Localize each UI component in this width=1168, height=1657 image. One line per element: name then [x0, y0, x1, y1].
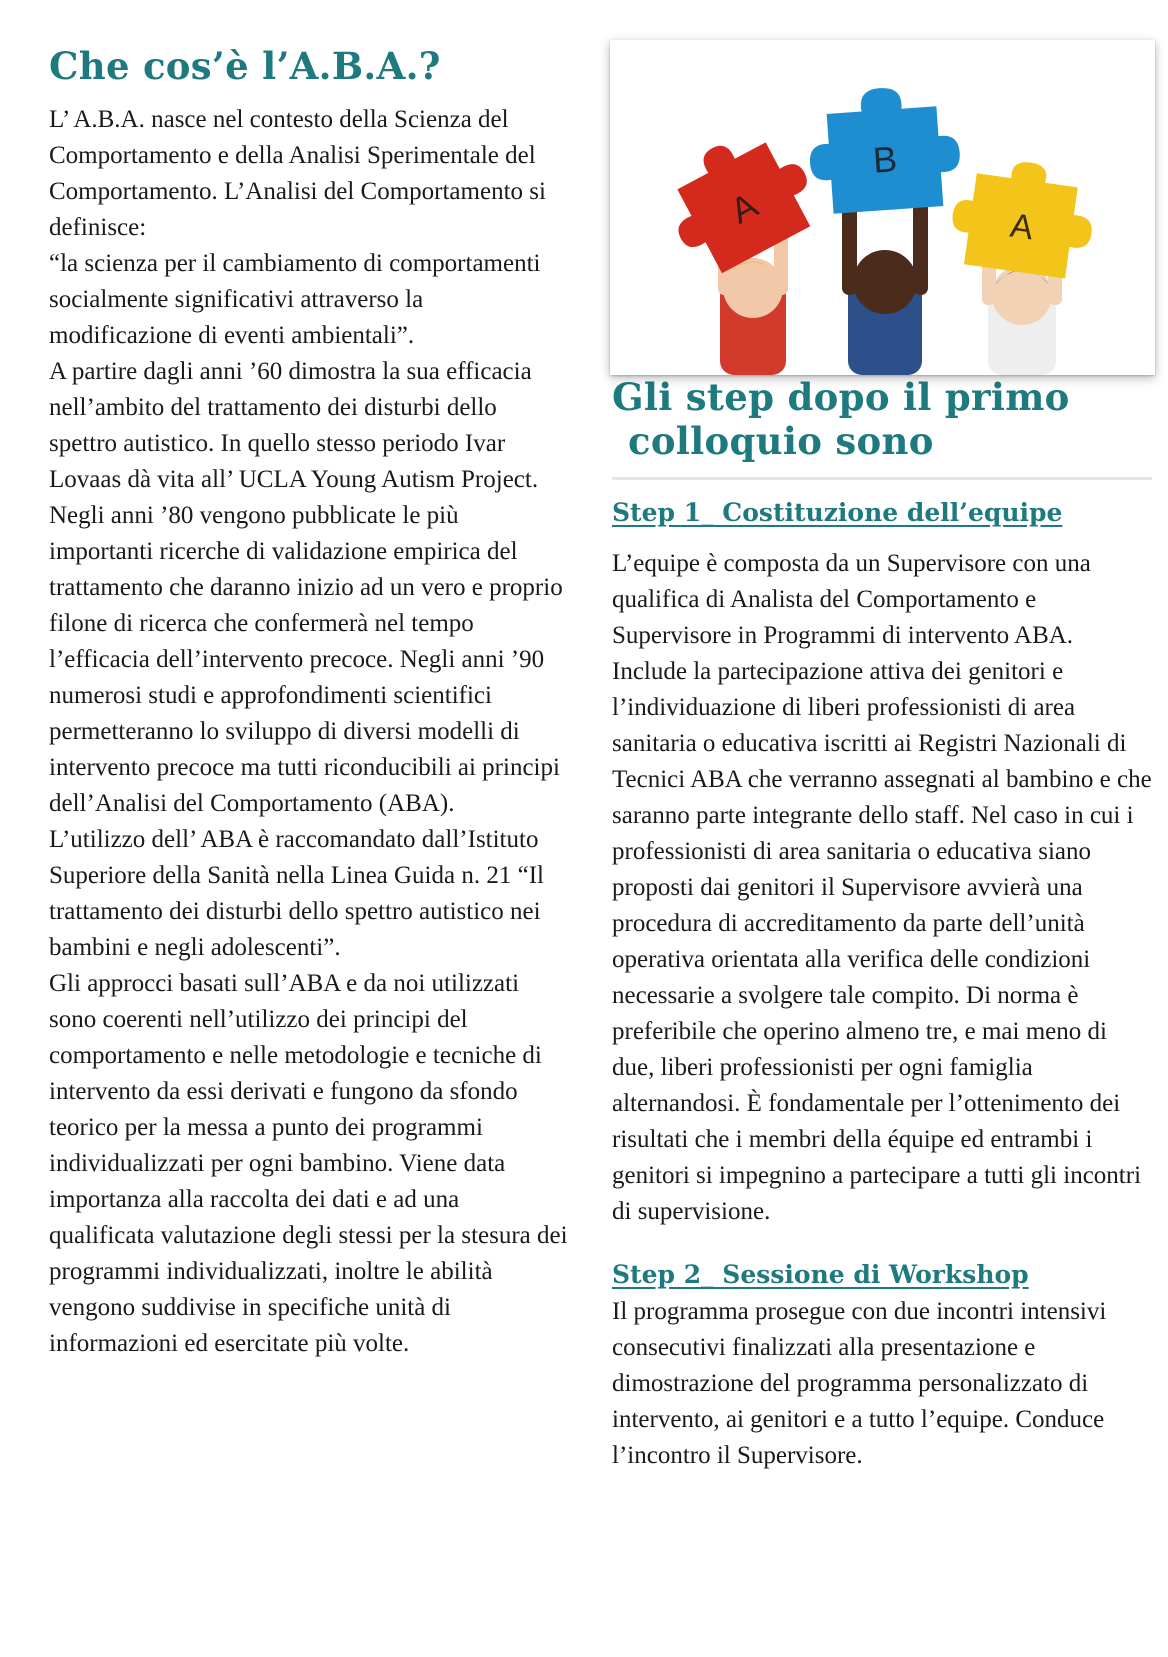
paragraph: A partire dagli anni ’60 dimostra la sua efficacia nell’ambito del trattamento dei disturbi dello spettro autistico. In quello stesso periodo Ivar Lovaas dà vita all’ UCLA Young Autism Project. Negli anni ’80 vengono pubblicate le più importanti ricerche di validazione empirica del trattamento che daranno inizio ad un vero e proprio filone di ricerca che confermerà nel tempo l’efficacia dell’intervento precoce. Negli anni ’90 numerosi studi e approfondimenti scientifici permetteranno lo sviluppo di diversi modelli di intervento precoce ma tutti riconducibili ai principi dell’Analisi del Comportamento (ABA). — [49, 358, 563, 817]
aba-heading: Che cos’è l’A.B.A.? — [49, 44, 441, 88]
left-column — [49, 44, 569, 1362]
steps-heading-line2: colloquio sono — [628, 419, 934, 463]
step-1-body: L’equipe è composta da un Supervisore con una qualifica di Analista del Comportamento e Supervisore in Programmi di intervento ABA. Include la partecipazione attiva dei genitori e l’individuazione di liberi professionisti di area sanitaria o educativa iscritti ai Registri Nazionali di Tecnici ABA che verranno assegnati al bambino e che saranno parte integrante dello staff. Nel caso in cui i professionisti di area sanitaria o educativa siano proposti dai genitori il Supervisore avvierà una procedura di accreditamento da parte dell’unità operativa orientata alla verifica delle condizioni necessarie a svolgere tale compito. Di norma è preferibile che operino almeno tre, e mai meno di due, liberi professionisti per ogni famiglia alternandosi. È fondamentale per l’ottenimento dei risultati che i membri della équipe ed entrambi i genitori si impegnino a partecipare a tutti gli incontri di supervisione. — [612, 550, 1152, 1225]
paragraph: L’utilizzo dell’ ABA è raccomandato dall’Istituto Superiore della Sanità nella Linea Guida n. 21 “Il trattamento dei disturbi dello spettro autistico nei bambini e negli adolescenti”. — [49, 826, 544, 961]
step-2 — [612, 1230, 1152, 1474]
step-2-title: Step 2_ Sessione di Workshop — [612, 1260, 1029, 1289]
steps-heading-line1: Gli step dopo il primo — [612, 375, 1070, 419]
puzzle-illustration — [610, 40, 1155, 375]
steps-heading — [612, 375, 1152, 463]
step-1 — [612, 480, 1152, 1230]
step-2-body: Il programma prosegue con due incontri intensivi consecutivi finalizzati alla presentazione e dimostrazione del programma personalizzato di intervento, ai genitori e a tutto l’equipe. Conduce l’incontro il Supervisore. — [612, 1298, 1107, 1469]
right-column — [612, 40, 1152, 1474]
paragraph: “la scienza per il cambiamento di comportamenti socialmente significativi attraverso la modificazione di eventi ambientali”. — [49, 250, 541, 349]
puzzle-letter: B — [871, 138, 899, 181]
puzzle-letter: A — [723, 184, 765, 232]
children-puzzle-photo — [610, 40, 1155, 375]
aba-description — [49, 102, 569, 1362]
step-1-title: Step 1_ Costituzione dell’equipe — [612, 498, 1063, 527]
paragraph: Gli approcci basati sull’ABA e da noi utilizzati sono coerenti nell’utilizzo dei principi del comportamento e nelle metodologie e tecniche di intervento da essi derivati e fungono da sfondo teorico per la messa a punto dei programmi individualizzati per ogni bambino. Viene data importanza alla raccolta dei dati e ad una qualificata valutazione degli stessi per la stesura dei programmi individualizzati, inoltre le abilità vengono suddivise in specifiche unità di informazioni ed esercitate più volte. — [49, 970, 568, 1357]
paragraph: L’ A.B.A. nasce nel contesto della Scienza del Comportamento e della Analisi Sperimentale del Comportamento. L’Analisi del Comportamento si definisce: — [49, 106, 546, 241]
puzzle-letter: A — [1007, 206, 1036, 248]
